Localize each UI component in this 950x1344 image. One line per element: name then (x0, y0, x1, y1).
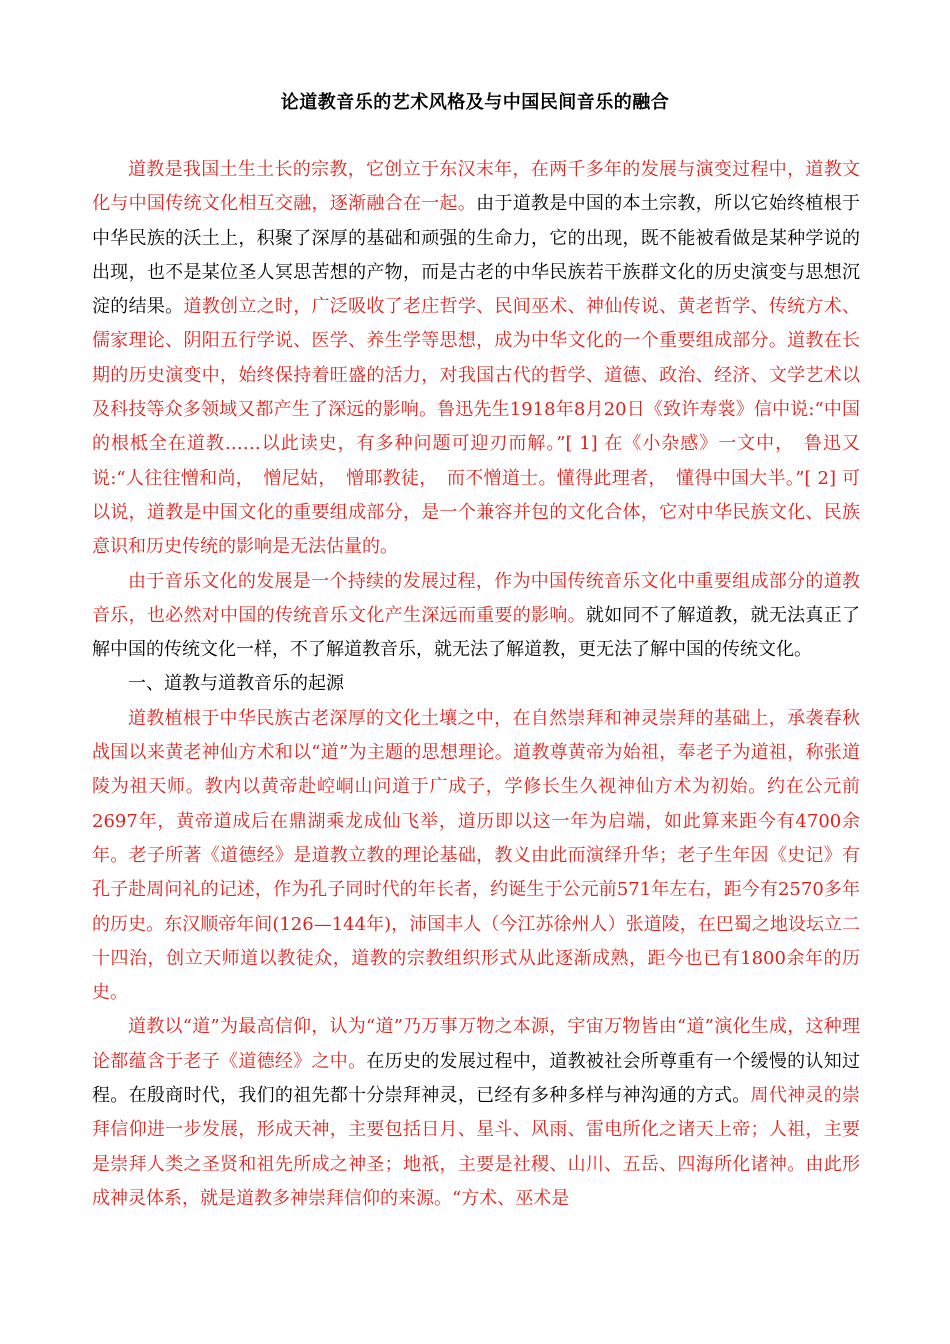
paragraph-1 (92, 153, 860, 565)
text-run: 一、道教与道教音乐的起源 (128, 673, 344, 695)
text-run: 道教创立之时，广泛吸收了老庄哲学、民间巫术、神仙传说、黄老哲学、传统方术、儒家理论、阴阳五行学说、医学、养生学等思想，成为中华文化的一个重要组成部分。道教在长期的历史演变中，始终保持着旺盛的活力，对我国古代的哲学、道德、政治、经济、文学艺术以及科技等众多领域又都产生了深远的影响。鲁迅先生1918年8月20日《致许寿裳》信中说:“中国的根柢全在道教……以此读史，有多种问题可迎刃而解。”[ 1] 在《小杂感》一文中， 鲁迅又说:“人往往憎和尚， 憎尼姑， 憎耶教徒， 而不憎道士。懂得此理者， 懂得中国大半。”[ 2] (92, 296, 861, 489)
text-run: 道教是我国土生土长的宗教，它创立于东汉末年，在两千多年的发展与演变过程中，道教文化与中国传统文化相互交融，逐渐融合在一起。 (92, 159, 860, 215)
document-body (92, 153, 860, 1216)
text-run: 由于道教是中国的本土宗教，所以它始终植根于中华民族的沃土上，积聚了深厚的基础和顽强的生命力，它的出现，既不能被看做是某种学说的出现，也不是某位圣人冥思苦想的产物，而是古老的中华民族若干族群文化的历史演变与思想沉淀的结果。 (92, 193, 861, 318)
text-run: 可以说，道教是中国文化的重要组成部分，是一个兼容并包的文化合体，它对中华民族文化、民族意识和历史传统的影响是无法估量的。 (92, 467, 860, 558)
text-run: 就如同不了解道教，就无法真正了解中国的传统文化一样，不了解道教音乐，就无法了解道教，更无法了解中国的传统文化。 (92, 604, 861, 661)
text-run: 在历史的发展过程中，道教被社会所尊重有一个缓慢的认知过程。在殷商时代，我们的祖先都十分崇拜神灵，已经有多种多样与神沟通的方式。 (92, 1050, 860, 1107)
paragraph-3 (92, 702, 860, 1011)
text-run: 由于音乐文化的发展是一个持续的发展过程，作为中国传统音乐文化中重要组成部分的道教音乐，也必然对中国的传统音乐文化产生深远而重要的影响。 (92, 570, 860, 626)
paragraph-4 (92, 1010, 860, 1216)
paragraph-2 (92, 565, 860, 668)
text-run: 道教植根于中华民族古老深厚的文化土壤之中，在自然崇拜和神灵崇拜的基础上，承袭春秋战国以来黄老神仙方术和以“道”为主题的思想理论。道教尊黄帝为始祖，奉老子为道祖，称张道陵为祖天师。教内以黄帝赴崆峒山问道于广成子，学修长生久视神仙方术为初始。约在公元前2697年，黄帝道成后在鼎湖乘龙成仙飞举，道历即以这一年为启端，如此算来距今有4700余年。老子所著《道德经》是道教立教的理论基础，教义由此而演绎升华；老子生年因《史记》有孔子赴周问礼的记述，作为孔子同时代的年长者，约诞生于公元前571年左右，距今有2570多年的历史。东汉顺帝年间(126—144年)，沛国丰人（今江苏徐州人）张道陵，在巴蜀之地设坛立二十四治，创立天师道以教徒众，道教的宗教组织形式从此逐渐成熟，距今也已有1800余年的历史。 (92, 707, 860, 1004)
text-run: 周代神灵的崇拜信仰进一步发展，形成天神，主要包括日月、星斗、风雨、雷电所化之诸天上帝；人祖，主要是崇拜人类之圣贤和祖先所成之神圣；地祇，主要是社稷、山川、五岳、四海所化诸神。由此形成神灵体系，就是道教多神崇拜信仰的来源。“方术、巫术是 (92, 1085, 861, 1209)
text-run: 道教以“道”为最高信仰，认为“道”乃万事万物之本源，宇宙万物皆由“道”演化生成，这种理论都蕴含于老子《道德经》之中。 (92, 1016, 860, 1072)
section-heading (92, 667, 860, 701)
document-title: 论道教音乐的艺术风格及与中国民间音乐的融合 (280, 92, 670, 113)
